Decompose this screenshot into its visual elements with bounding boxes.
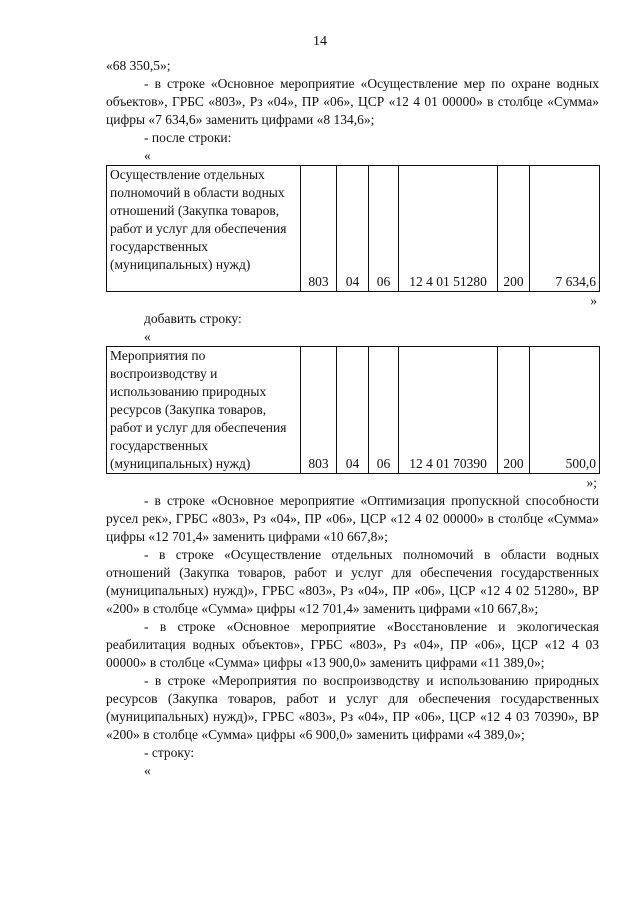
cell-vr: 200 [498, 166, 530, 292]
document-body [106, 57, 599, 780]
cell-pr: 06 [369, 347, 399, 474]
cell-grbs: 803 [301, 347, 337, 474]
close-quote: »; [586, 475, 597, 490]
cell-grbs: 803 [301, 166, 337, 292]
paragraph: - строку: [144, 745, 195, 760]
cell-name: Осуществление отдельных полномочий в области водных отношений (Закупка товаров, работ и услуг для обеспечения государственных (муниципальных) нужд) [107, 166, 301, 292]
paragraph: добавить строку: [144, 311, 242, 326]
paragraph: - после строки: [144, 130, 232, 145]
cell-csr: 12 4 01 51280 [399, 166, 498, 292]
table-row [107, 347, 600, 474]
cell-rz: 04 [337, 347, 369, 474]
table-row [107, 166, 600, 292]
paragraph: - в строке «Основное мероприятие «Осуществление мер по охране водных объектов», ГРБС «803», Рз «04», ПР «06», ЦСР «12 4 01 00000» в столбце «Сумма» цифры «7 634,6» заменить цифрами «8 134,6»; [106, 76, 599, 127]
budget-table-1 [106, 165, 600, 292]
cell-sum: 500,0 [530, 347, 600, 474]
cell-vr: 200 [498, 347, 530, 474]
cell-csr: 12 4 01 70390 [399, 347, 498, 474]
cell-sum: 7 634,6 [530, 166, 600, 292]
paragraph: - в строке «Основное мероприятие «Восстановление и экологическая реабилитация водных объектов», ГРБС «803», Рз «04», ПР «06», ЦСР «12 4 03 00000» в столбце «Сумма» цифры «13 900,0» заменить цифрами «11 389,0»; [106, 619, 599, 670]
paragraph: - в строке «Мероприятия по воспроизводству и использованию природных ресурсов (Закупка товаров, работ и услуг для обеспечения государственных (муниципальных) нужд)», ГРБС «803», Рз «04», ПР «06», ЦСР «12 4 03 70390», ВР «200» в столбце «Сумма» цифры «6 900,0» заменить цифрами «4 389,0»; [106, 673, 599, 742]
budget-table-2 [106, 346, 600, 474]
open-quote: « [144, 329, 151, 344]
paragraph: «68 350,5»; [106, 58, 171, 73]
page-number: 14 [313, 34, 327, 49]
close-quote: » [590, 293, 597, 308]
cell-rz: 04 [337, 166, 369, 292]
paragraph: - в строке «Основное мероприятие «Оптимизация пропускной способности русел рек», ГРБС «803», Рз «04», ПР «06», ЦСР «12 4 02 00000» в столбце «Сумма» цифры «12 701,4» заменить цифрами «10 667,8»; [106, 493, 599, 544]
cell-pr: 06 [369, 166, 399, 292]
cell-name: Мероприятия по воспроизводству и использованию природных ресурсов (Закупка товаров, работ и услуг для обеспечения государственных (муниципальных) нужд) [107, 347, 301, 474]
open-quote: « [144, 763, 151, 778]
open-quote: « [144, 148, 151, 163]
paragraph: - в строке «Осуществление отдельных полномочий в области водных отношений (Закупка товаров, работ и услуг для обеспечения государственных (муниципальных) нужд)», ГРБС «803», Рз «04», ПР «06», ЦСР «12 4 02 51280», ВР «200» в столбце «Сумма» цифры «12 701,4» заменить цифрами «10 667,8»; [106, 547, 599, 616]
